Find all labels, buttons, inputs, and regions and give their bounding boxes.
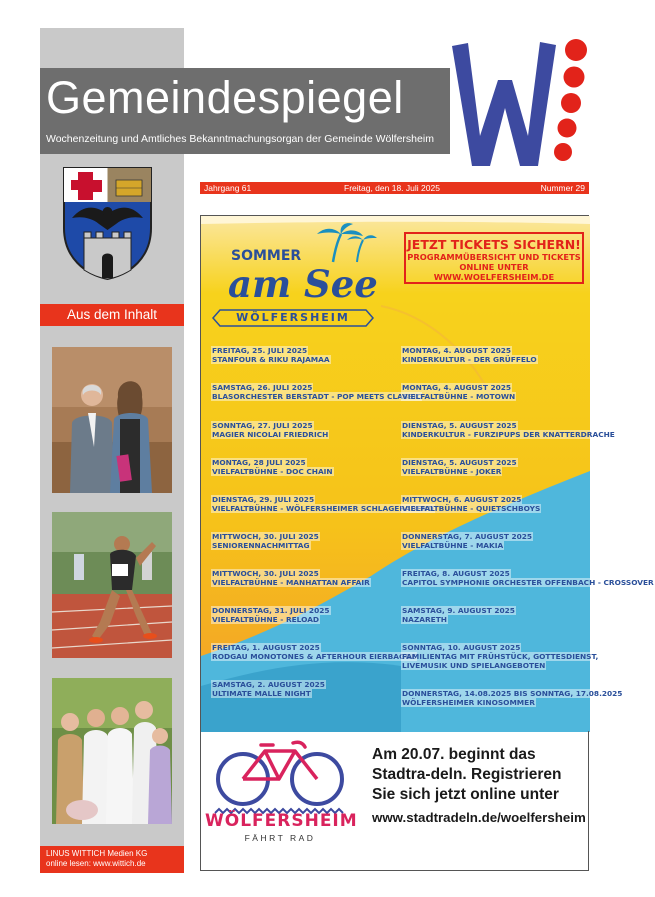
- event-title: VIELFALTBÜHNE - MOTOWN: [402, 392, 516, 401]
- w-logo: [446, 38, 594, 174]
- w-logo-dot: [561, 93, 581, 113]
- event-item: [211, 643, 417, 661]
- publisher-info: [40, 846, 184, 873]
- event-item: [401, 495, 541, 513]
- event-item: [211, 569, 371, 587]
- event-item: [401, 569, 655, 587]
- issue-bar: [200, 182, 589, 194]
- event-title: WÖLFERSHEIMER KINOSOMMER: [402, 698, 535, 707]
- palm-trees-icon: [311, 222, 377, 264]
- event-date: MONTAG, 4. AUGUST 2025: [402, 383, 512, 392]
- event-date: SONNTAG, 27. JULI 2025: [212, 421, 313, 430]
- event-item: [211, 606, 331, 624]
- issue-date: Freitag, den 18. Juli 2025: [344, 183, 440, 193]
- event-title: NAZARETH: [402, 615, 447, 624]
- event-date: MITTWOCH, 6. AUGUST 2025: [402, 495, 522, 504]
- w-logo-dot: [565, 39, 587, 61]
- event-item: [211, 383, 422, 401]
- w-logo-letter: [452, 42, 556, 166]
- event-date: DONNERSTAG, 7. AUGUST 2025: [402, 532, 533, 541]
- publisher-link: online lesen: www.wittich.de: [46, 859, 146, 868]
- event-poster: [200, 215, 654, 731]
- event-item: [401, 421, 616, 439]
- event-item: [401, 346, 538, 364]
- ad-logo-place: WÖLFERSHEIM: [205, 811, 358, 831]
- tickets-subline: PROGRAMMÜBERSICHT UND TICKETS: [407, 252, 581, 262]
- ad-logo-tagline: FÄHRT RAD: [244, 833, 316, 843]
- event-title: VIELFALTBÜHNE - MAKIA: [402, 541, 504, 550]
- issue-volume: Jahrgang 61: [204, 183, 252, 193]
- event-title: VIELFALTBÜHNE - JOKER: [402, 467, 502, 476]
- event-title: VIELFALTBÜHNE - WÖLFERSHEIMER SCHLAGERABEND: [212, 504, 434, 513]
- event-date: DONNERSTAG, 14.08.2025 BIS SONNTAG, 17.08.2025: [402, 689, 623, 698]
- publisher-name: LINUS WITTICH Medien KG: [46, 849, 148, 858]
- event-item: [211, 421, 329, 439]
- event-date: DIENSTAG, 5. AUGUST 2025: [402, 458, 517, 467]
- event-date: FREITAG, 8. AUGUST 2025: [402, 569, 510, 578]
- event-date: DIENSTAG, 29. JULI 2025: [212, 495, 315, 504]
- event-title: KINDERKULTUR - DER GRÜFFELO: [402, 355, 537, 364]
- event-date: SAMSTAG, 26. JULI 2025: [212, 383, 313, 392]
- event-date: FREITAG, 1. AUGUST 2025: [212, 643, 320, 652]
- event-title: MAGIER NICOLAI FRIEDRICH: [212, 430, 329, 439]
- poster-brand-place: WÖLFERSHEIM: [236, 311, 350, 324]
- event-item: [401, 643, 599, 670]
- ad-url-link[interactable]: www.stadtradeln.de/woelfersheim: [372, 810, 586, 825]
- bicycle-icon: [209, 737, 349, 862]
- event-item: [401, 689, 623, 707]
- event-date: MITTWOCH, 30. JULI 2025: [212, 532, 319, 541]
- event-title: STANFOUR & RIKU RAJAMAA: [212, 355, 330, 364]
- event-date: FREITAG, 25. JULI 2025: [212, 346, 308, 355]
- event-date: SONNTAG, 10. AUGUST 2025: [402, 643, 521, 652]
- event-date: DONNERSTAG, 31. JULI 2025: [212, 606, 330, 615]
- event-date: SAMSTAG, 9. AUGUST 2025: [402, 606, 515, 615]
- photo-athletics: [52, 512, 172, 658]
- masthead-title: Gemeindespiegel: [46, 72, 404, 123]
- photo-couple: [52, 347, 172, 493]
- tickets-callout: [404, 232, 584, 284]
- event-title: KINDERKULTUR - FURZIPUPS DER KNATTERDRACHE: [402, 430, 615, 439]
- event-item: [211, 532, 320, 550]
- w-logo-dot: [564, 67, 585, 88]
- event-item: [401, 458, 518, 476]
- tickets-url: ONLINE UNTER WWW.WOELFERSHEIM.DE: [433, 262, 555, 282]
- issue-number: Nummer 29: [540, 183, 585, 193]
- poster-brand-main: am See: [228, 262, 378, 306]
- tickets-headline: JETZT TICKETS SICHERN!: [407, 237, 581, 252]
- event-title: VIELFALTBÜHNE - MANHATTAN AFFAIR: [212, 578, 370, 587]
- event-title: VIELFALTBÜHNE - QUIETSCHBOYS: [402, 504, 541, 513]
- event-item: [211, 346, 331, 364]
- event-item: [401, 606, 516, 624]
- event-title: FAMILIENTAG MIT FRÜHSTÜCK, GOTTESDIENST,: [402, 652, 599, 661]
- event-item: [401, 383, 516, 401]
- event-date: SAMSTAG, 2. AUGUST 2025: [212, 680, 325, 689]
- event-item: [401, 532, 533, 550]
- event-title: VIELFALTBÜHNE - RELOAD: [212, 615, 320, 624]
- event-title: VIELFALTBÜHNE - DOC CHAIN: [212, 467, 333, 476]
- event-title: BLASORCHESTER BERSTADT - POP MEETS CLASSIC: [212, 392, 422, 401]
- event-title-2: LIVEMUSIK UND SPIELANGEBOTEN: [402, 661, 546, 670]
- w-logo-dot: [554, 143, 572, 161]
- event-date: DIENSTAG, 5. AUGUST 2025: [402, 421, 517, 430]
- event-date: MONTAG, 28 JULI 2025: [212, 458, 306, 467]
- event-title: CAPITOL SYMPHONIE ORCHESTER OFFENBACH - CROSSOVER: [402, 578, 654, 587]
- event-item: [211, 680, 326, 698]
- event-title: RODGAU MONOTONES & AFTERHOUR EIERBAGGE: [212, 652, 417, 661]
- ad-text: Am 20.07. beginnt das Stadtra-deln. Registrieren Sie sich jetzt online unter: [372, 746, 562, 803]
- poster-brand-top: SOMMER: [231, 248, 302, 264]
- event-title: SENIORENNACHMITTAG: [212, 541, 310, 550]
- event-item: [211, 458, 334, 476]
- contents-label: Aus dem Inhalt: [40, 304, 184, 326]
- masthead-subtitle: Wochenzeitung und Amtliches Bekanntmachungsorgan der Gemeinde Wölfersheim: [46, 133, 434, 145]
- event-date: MITTWOCH, 30. JULI 2025: [212, 569, 319, 578]
- event-date: MONTAG, 4. AUGUST 2025: [402, 346, 512, 355]
- photo-group: [52, 678, 172, 824]
- w-logo-dot: [558, 119, 577, 138]
- event-title: ULTIMATE MALLE NIGHT: [212, 689, 311, 698]
- coat-of-arms: [60, 166, 155, 281]
